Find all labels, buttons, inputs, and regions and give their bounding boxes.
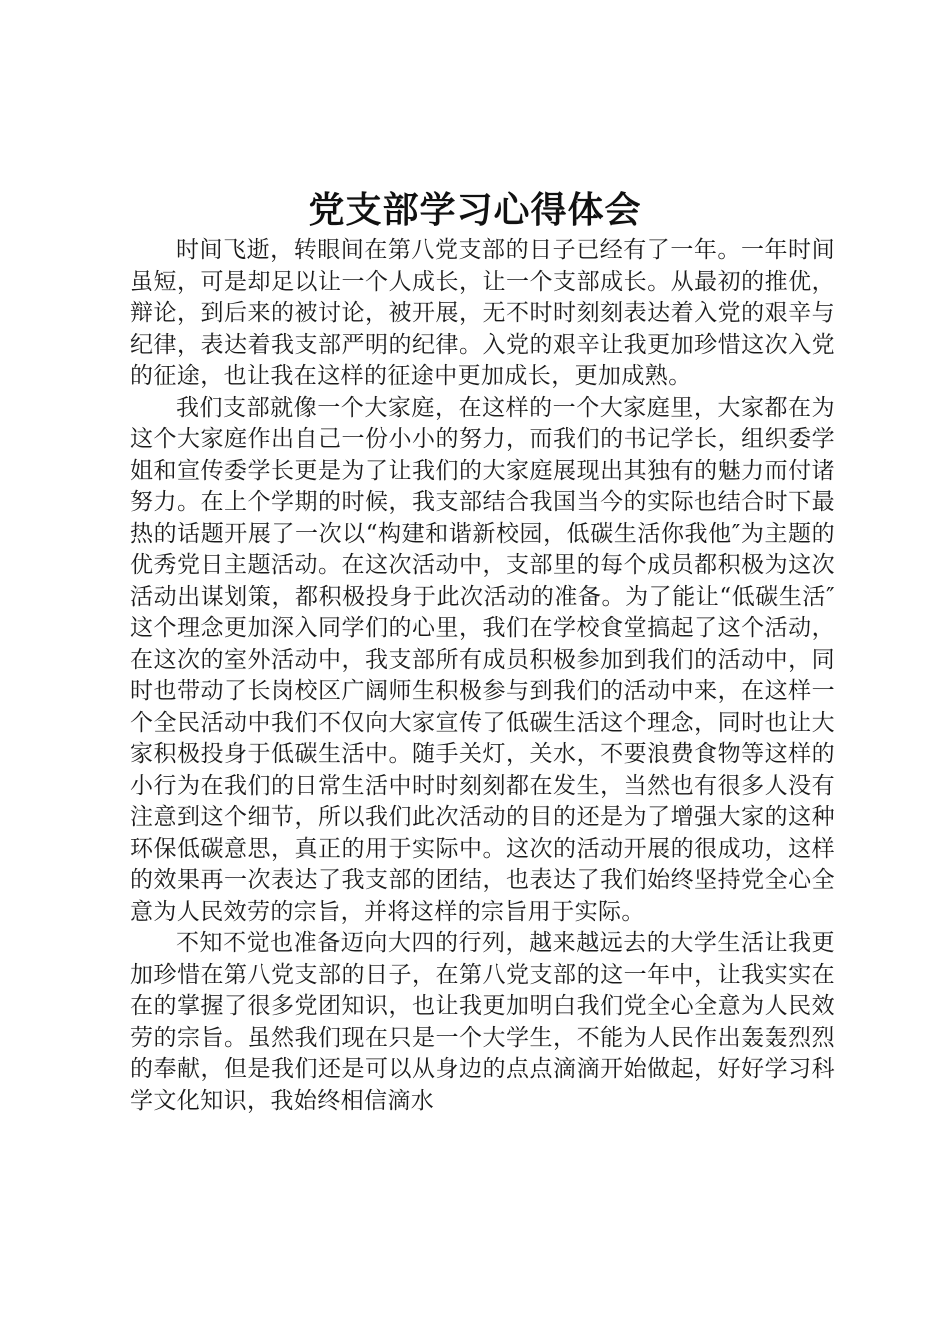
paragraph-3: 不知不觉也准备迈向大四的行列，越来越远去的大学生活让我更加珍惜在第八党支部的日子，在第八党支部的这一年中，让我实实在在的掌握了很多党团知识，也让我更加明白我们党全心全意为人民效劳的宗旨。虽然我们现在只是一个大学生，不能为人民作出轰轰烈烈的奉献，但是我们还是可以从身边的点点滴滴开始做起，好好学习科学文化知识，我始终相信滴水 [130, 930, 835, 1114]
document-title: 党支部学习心得体会 [308, 189, 642, 231]
paragraph-1: 时间飞逝，转眼间在第八党支部的日子已经有了一年。一年时间虽短，可是却足以让一个人成长，让一个支部成长。从最初的推优，辩论，到后来的被讨论，被开展，无不时时刻刻表达着入党的艰辛与纪律，表达着我支部严明的纪律。入党的艰辛让我更加珍惜这次入党的征途，也让我在这样的征途中更加成长，更加成熟。 [130, 237, 835, 389]
paragraph-2: 我们支部就像一个大家庭，在这样的一个大家庭里，大家都在为这个大家庭作出自己一份小小的努力，而我们的书记学长，组织委学姐和宣传委学长更是为了让我们的大家庭展现出其独有的魅力而付诸努力。在上个学期的时候，我支部结合我国当今的实际也结合时下最热的话题开展了一次以“构建和谐新校园，低碳生活你我他″为主题的优秀党日主题活动。在这次活动中，支部里的每个成员都积极为这次活动出谋划策，都积极投身于此次活动的准备。为了能让“低碳生活″这个理念更加深入同学们的心里，我们在学校食堂搞起了这个活动，在这次的室外活动中，我支部所有成员积极参加到我们的活动中，同时也带动了长岗校区广阔师生积极参与到我们的活动中来，在这样一个全民活动中我们不仅向大家宣传了低碳生活这个理念，同时也让大家积极投身于低碳生活中。随手关灯，关水，不要浪费食物等这样的小行为在我们的日常生活中时时刻刻都在发生，当然也有很多人没有注意到这个细节，所以我们此次活动的目的还是为了增强大家的这种环保低碳意思，真正的用于实际中。这次的活动开展的很成功，这样的效果再一次表达了我支部的团结，也表达了我们始终坚持党全心全意为人民效劳的宗旨，并将这样的宗旨用于实际。 [130, 394, 835, 925]
document-body [130, 235, 835, 1117]
